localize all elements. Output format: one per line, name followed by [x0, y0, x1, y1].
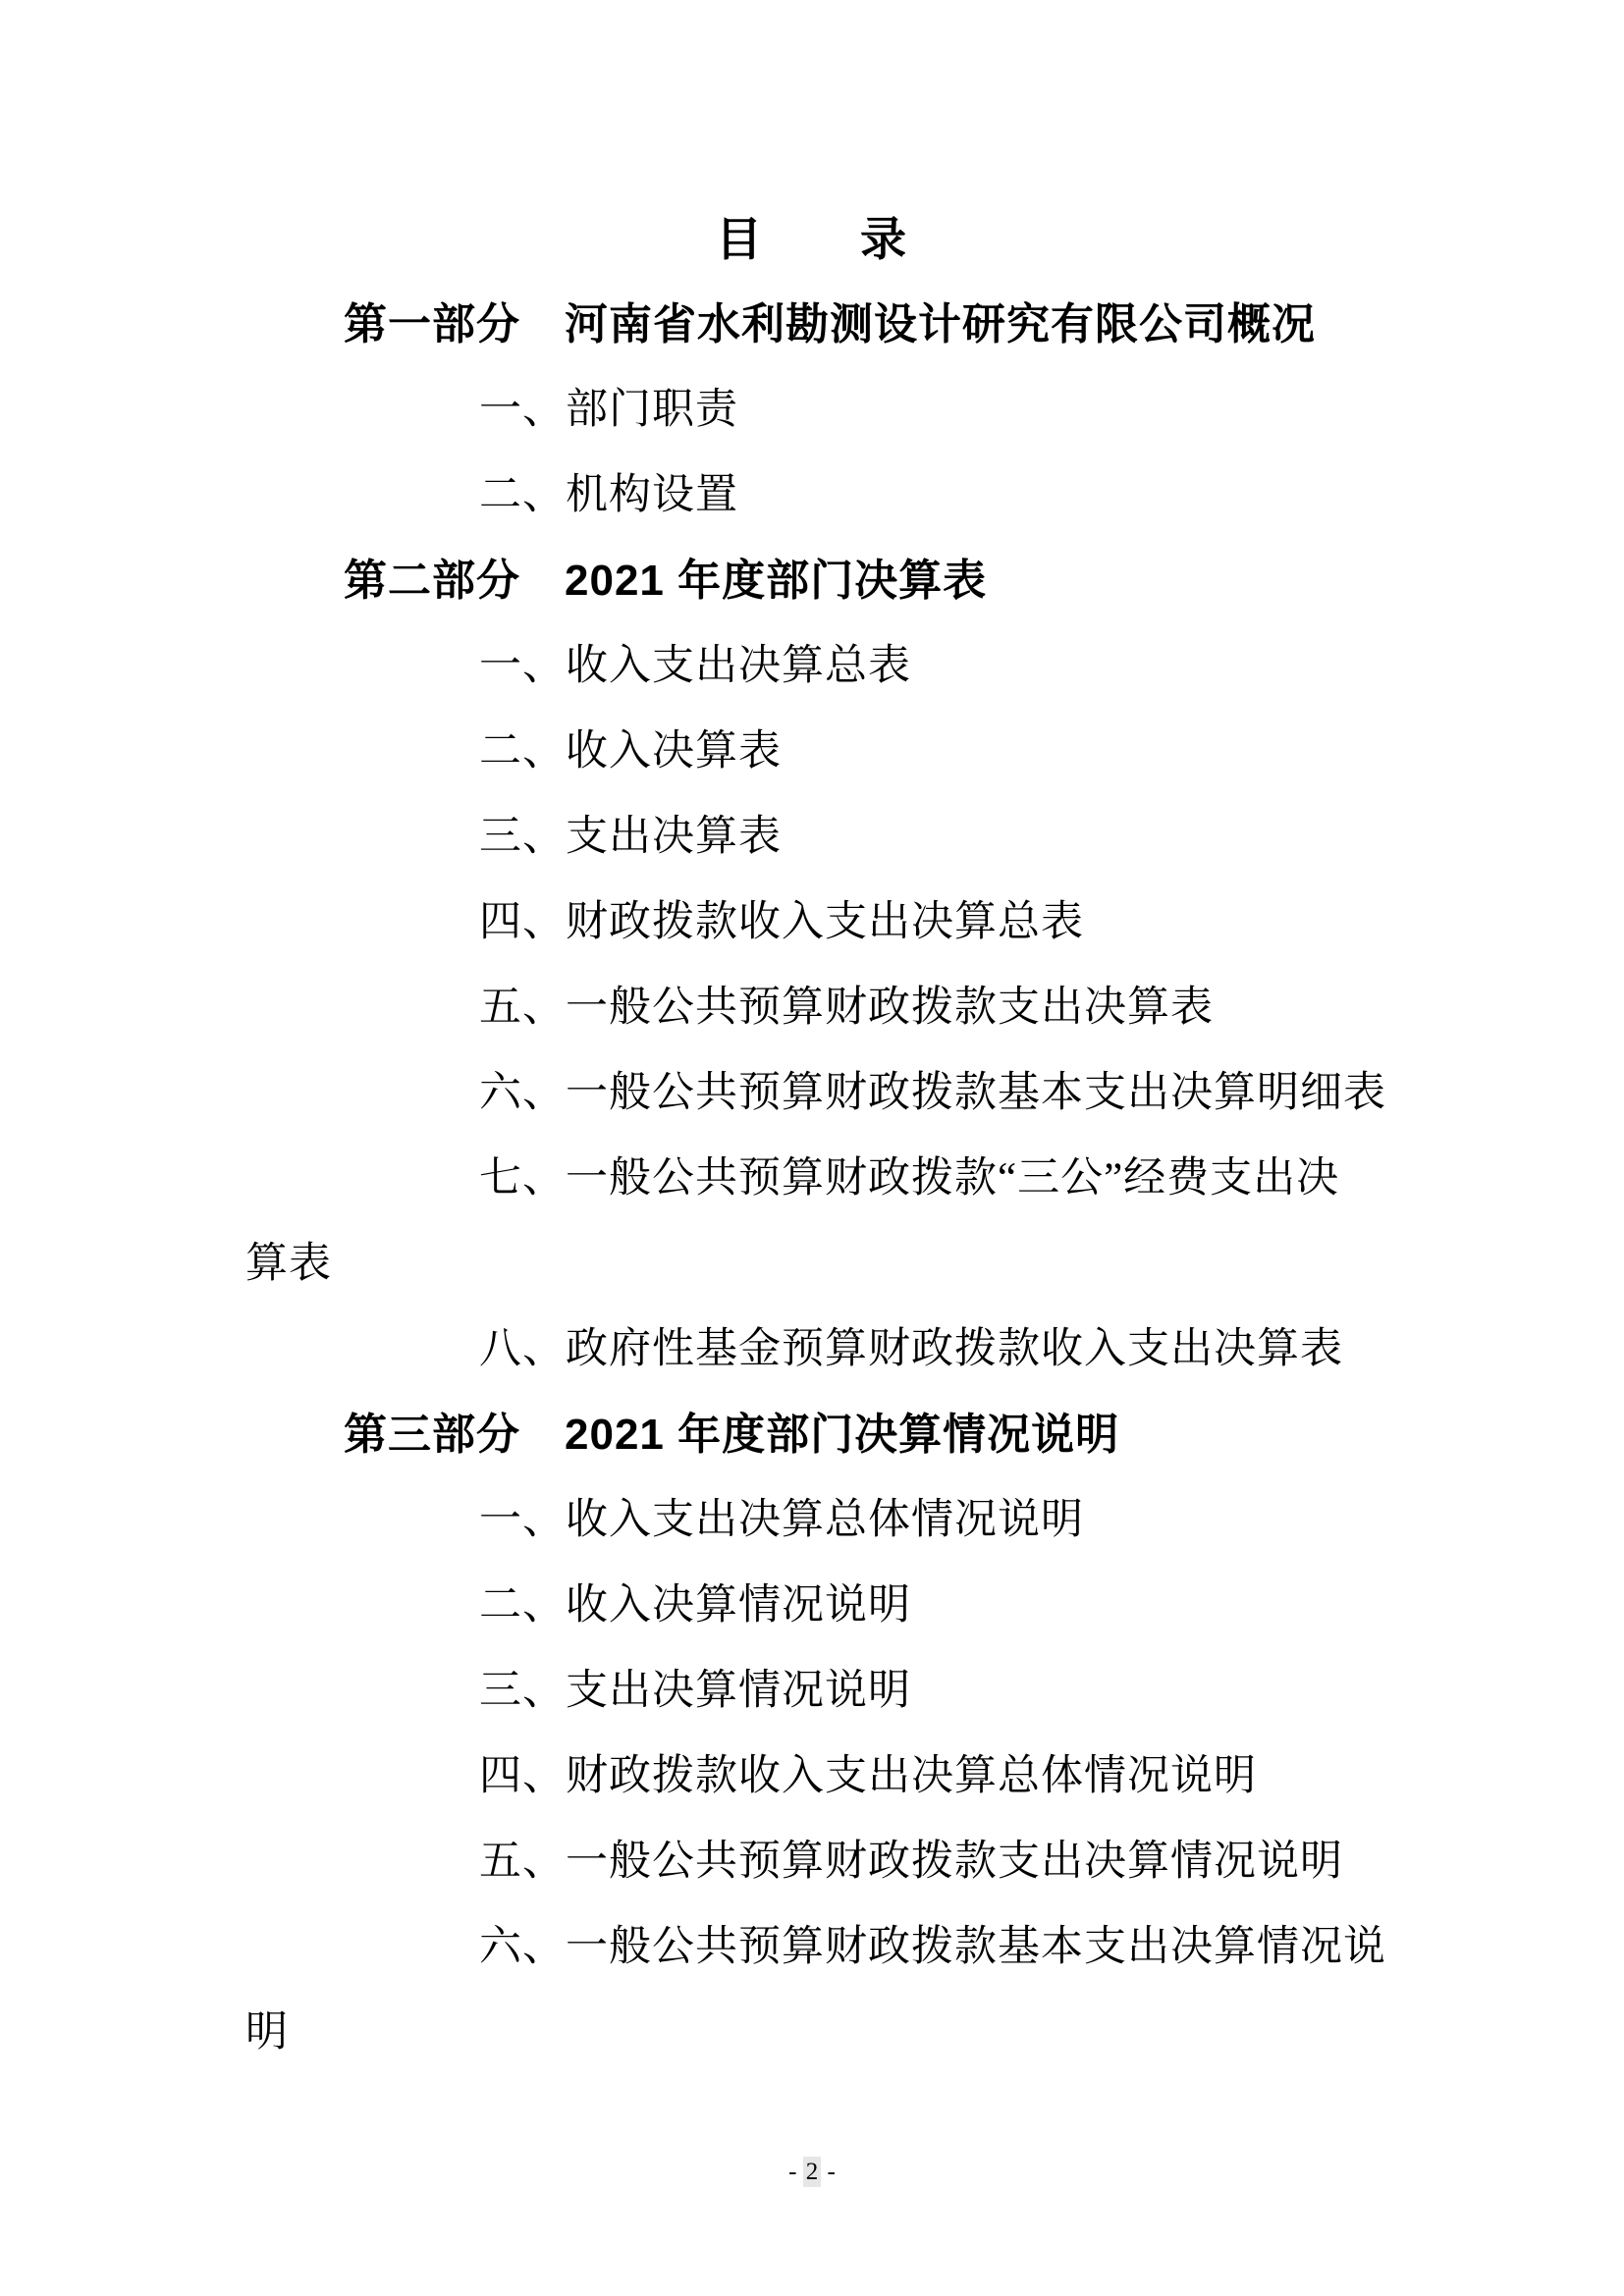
toc-part-heading: 第三部分 2021 年度部门决算情况说明 — [344, 1411, 1120, 1459]
page-number-prefix: - — [788, 2159, 803, 2185]
toc-line: 算表 — [245, 1241, 332, 1287]
toc-line: 四、财政拨款收入支出决算总体情况说明 — [479, 1753, 1257, 1799]
toc-part-heading: 第二部分 2021 年度部门决算表 — [344, 557, 988, 605]
toc-line: 八、政府性基金预算财政拨款收入支出决算表 — [479, 1326, 1343, 1372]
toc-line: 一、收入支出决算总体情况说明 — [479, 1497, 1084, 1543]
toc-line: 五、一般公共预算财政拨款支出决算表 — [479, 985, 1214, 1031]
toc-line: 二、机构设置 — [479, 472, 738, 518]
toc-title: 目 录 — [716, 213, 908, 265]
toc-line: 二、收入决算表 — [479, 728, 782, 774]
toc-line: 明 — [245, 2009, 289, 2056]
page-number: 2 — [803, 2157, 822, 2187]
toc-line: 三、支出决算情况说明 — [479, 1668, 911, 1714]
toc-line: 四、财政拨款收入支出决算总表 — [479, 899, 1084, 945]
toc-part-heading: 第一部分 河南省水利勘测设计研究有限公司概况 — [344, 300, 1316, 348]
toc-line: 七、一般公共预算财政拨款“三公”经费支出决 — [479, 1155, 1340, 1201]
toc-line-list — [0, 282, 1624, 2075]
toc-line: 一、收入支出决算总表 — [479, 643, 911, 689]
table-of-contents — [0, 196, 1624, 2075]
toc-line: 二、收入决算情况说明 — [479, 1582, 911, 1629]
toc-line: 六、一般公共预算财政拨款基本支出决算明细表 — [479, 1070, 1386, 1116]
toc-line: 三、支出决算表 — [479, 814, 782, 860]
page-number-suffix: - — [821, 2159, 836, 2185]
toc-line: 五、一般公共预算财政拨款支出决算情况说明 — [479, 1839, 1343, 1885]
toc-line: 一、部门职责 — [479, 387, 738, 433]
toc-line: 六、一般公共预算财政拨款基本支出决算情况说 — [479, 1924, 1386, 1970]
page-footer — [0, 2156, 1624, 2189]
